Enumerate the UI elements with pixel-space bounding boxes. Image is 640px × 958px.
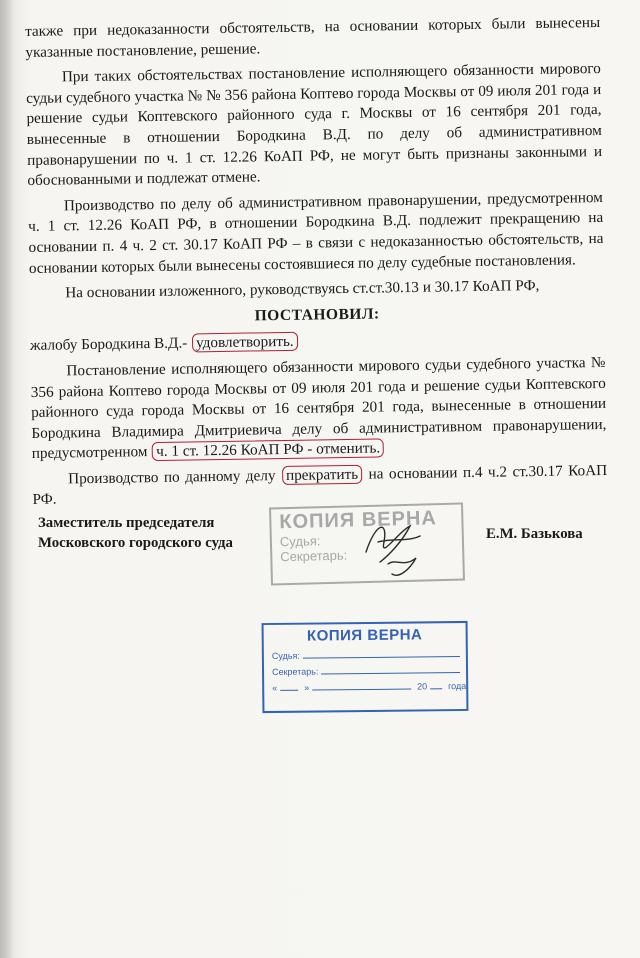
signer-title <box>38 513 233 553</box>
stamp-gray-judge: Судья: <box>279 533 321 550</box>
stamp-blue-year-prefix: 20 <box>416 681 428 692</box>
stamp-gray-secretary: Секретарь: <box>280 547 348 565</box>
resolution-3-prefix: Производство по данному делу <box>68 466 282 488</box>
signer-title-line-2: Московского городского суда <box>38 535 233 551</box>
signer-title-line-1: Заместитель председателя <box>38 515 215 531</box>
stamp-blue-judge: Судья: <box>271 650 300 661</box>
resolution-2-text: Постановление исполняющего обязанности мирового судьи судебного участка № 356 района Коптево города Москвы от 09 июля 201 года и решение судьи Коптевского районного суда города Москвы от 16 сентября 201 года, вынесенные в отношении Бородкина Владимира Дмитриевича делу об административном правонарушении, предусмотренном <box>30 353 607 463</box>
stamp-copy-blue <box>262 621 469 713</box>
stamp-blue-date-close: » <box>304 682 310 693</box>
resolution-1-text: жалобу Бородкина В.Д.- <box>29 334 192 355</box>
highlight-terminate: прекратить <box>282 465 362 485</box>
resolution-3-suffix: на основании п.4 ч.2 ст.30.17 КоАП РФ. <box>32 461 608 509</box>
resolution-1 <box>30 327 605 357</box>
stamp-gray-title: КОПИЯ ВЕРНА <box>279 507 438 534</box>
stamp-blue-secretary: Секретарь: <box>271 666 319 677</box>
highlight-satisfy: удовлетворить. <box>192 332 298 353</box>
paragraph-1: также при недоказанности обстоятельств, на основании которых были вынесены указанные постановление, решение. <box>25 13 601 61</box>
stamp-blue-secretary-row <box>264 665 466 677</box>
paragraph-4: На основании изложенного, руководствуясь ст.ст.30.13 и 30.17 КоАП РФ, <box>65 277 540 302</box>
resolution-2 <box>30 353 607 465</box>
resolution-3 <box>32 461 608 511</box>
stamp-blue-year-suffix: года <box>447 680 467 692</box>
document-body <box>25 13 608 516</box>
paragraph-3: Производство по делу об административном правонарушении, предусмотренном ч. 1 ст. 12.26 КоАП РФ, в отношении Бородкина В.Д. подлежит прекращению на основании п. 4 ч. 2 ст. 30.17 КоАП РФ – в связи с недоказанностью обстоятельств, на основании которых были вынесены состоявшиеся по делу судебные постановления. <box>28 188 604 277</box>
signer-name: Е.М. Базькова <box>486 526 583 542</box>
handwritten-signature-icon <box>358 512 428 582</box>
stamp-blue-date-row <box>264 681 466 693</box>
stamp-blue-title: КОПИЯ ВЕРНА <box>306 626 423 645</box>
highlight-cancel: ч. 1 ст. 12.26 КоАП РФ - отменить. <box>152 439 384 462</box>
stamp-blue-judge-row <box>264 649 466 661</box>
page-edge-shadow <box>0 0 14 958</box>
ruling-heading: ПОСТАНОВИЛ: <box>254 305 380 325</box>
paragraph-2: При таких обстоятельствах постановление исполняющего обязанности мирового судьи судебного участка № № 356 района Коптево города Москвы от 09 июля 201 года и решение судьи Коптевского районного суда г. Москвы от 16 сентября 201 года, вынесенные в отношении Бородкина В.Д. по делу об административном правонарушении по ч. 1 ст. 12.26 КоАП РФ, не могут быть признаны законными и обоснованными и подлежат отмене. <box>26 60 603 190</box>
stamp-blue-date-open: « <box>272 682 278 693</box>
